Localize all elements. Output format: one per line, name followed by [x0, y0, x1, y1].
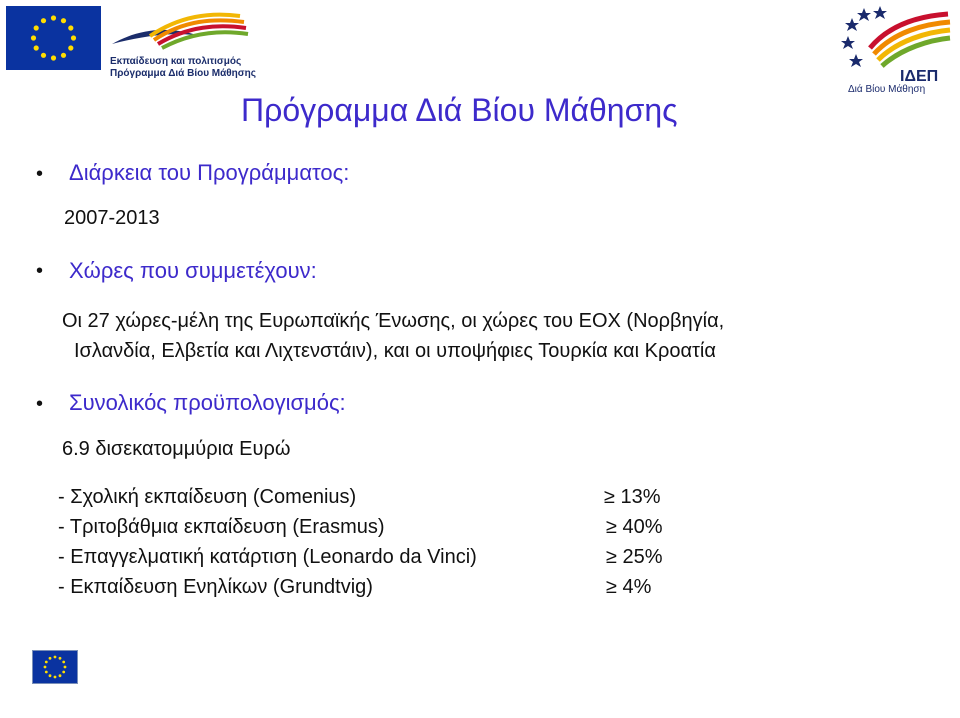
- llp-caption-line1: Εκπαίδευση και πολιτισμός: [110, 56, 242, 67]
- countries-text-line2: Ισλανδία, Ελβετία και Λιχτενστάιν), και οι υποψήφιες Τουρκία και Κροατία: [74, 340, 716, 362]
- allocation-label-erasmus: - Τριτοβάθμια εκπαίδευση (Erasmus): [58, 516, 385, 538]
- budget-value: 6.9 δισεκατομμύρια Ευρώ: [62, 438, 291, 460]
- bullet-marker: •: [36, 260, 44, 282]
- lifelong-learning-logo: [110, 6, 250, 56]
- idep-stars-swoosh-icon: [840, 4, 952, 68]
- eu-flag-small-logo: [32, 650, 78, 684]
- countries-heading: Χώρες που συμμετέχουν:: [69, 258, 317, 283]
- allocation-label-leonardo: - Επαγγελματική κατάρτιση (Leonardo da Vinci): [58, 546, 477, 568]
- swoosh-icon: [110, 6, 250, 56]
- allocation-value-comenius: ≥ 13%: [604, 486, 661, 508]
- countries-text-line1: Οι 27 χώρες-μέλη της Ευρωπαϊκής Ένωσης, οι χώρες του ΕΟΧ (Νορβηγία,: [62, 310, 725, 332]
- eu-stars-icon: [33, 651, 77, 683]
- idep-subtitle: Διά Βίου Μάθηση: [848, 84, 926, 95]
- allocation-value-leonardo: ≥ 25%: [606, 546, 663, 568]
- allocation-label-grundtvig: - Εκπαίδευση Ενηλίκων (Grundtvig): [58, 576, 373, 598]
- bullet-marker: •: [36, 393, 44, 415]
- duration-value: 2007-2013: [64, 207, 160, 229]
- budget-heading: Συνολικός προϋπολογισμός:: [69, 390, 346, 415]
- idep-name: ΙΔΕΠ: [900, 68, 939, 85]
- allocation-value-grundtvig: ≥ 4%: [606, 576, 652, 598]
- page-title: Πρόγραμμα Διά Βίου Μάθησης: [241, 92, 678, 128]
- eu-flag-logo: [6, 6, 101, 70]
- bullet-marker: •: [36, 163, 44, 185]
- allocation-label-comenius: - Σχολική εκπαίδευση (Comenius): [58, 486, 357, 508]
- allocation-value-erasmus: ≥ 40%: [606, 516, 663, 538]
- llp-caption-line2: Πρόγραμμα Διά Βίου Μάθησης: [110, 68, 256, 79]
- eu-stars-icon: [6, 6, 101, 70]
- duration-heading: Διάρκεια του Προγράμματος:: [69, 160, 350, 185]
